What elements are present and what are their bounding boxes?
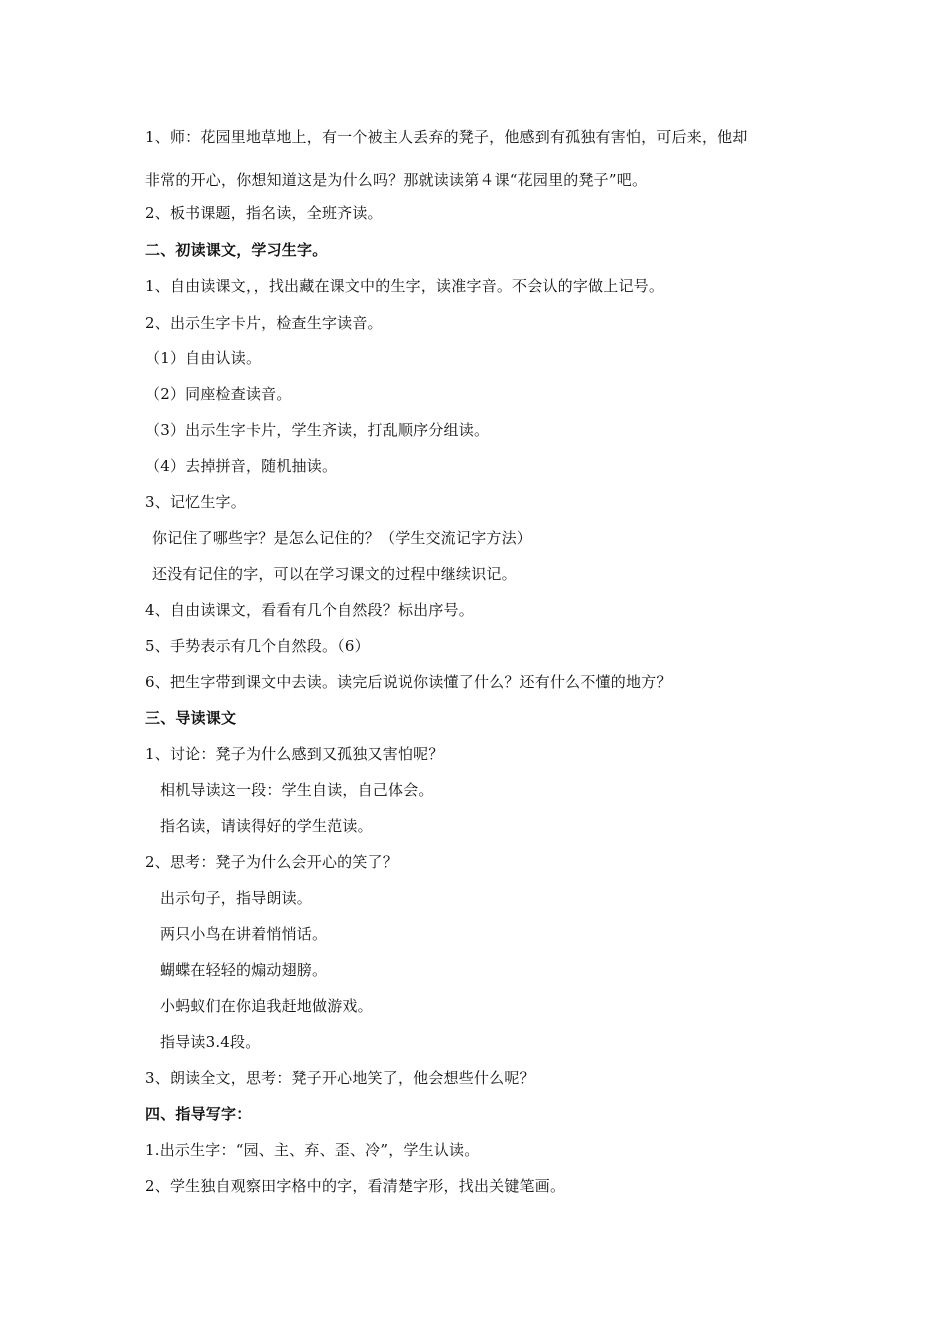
text-line: 4、自由读课文，看看有几个自然段？标出序号。 [145,601,474,619]
text-line: 2、板书课题，指名读，全班齐读。 [145,204,383,222]
text-line: 还没有记住的字，可以在学习课文的过程中继续识记。 [152,565,517,583]
section-heading: 三、导读课文 [145,709,237,727]
text-line: 1、讨论：凳子为什么感到又孤独又害怕呢？ [145,745,444,763]
text-line: 2、出示生字卡片，检查生字读音。 [145,314,383,332]
text-line: （2）同座检查读音。 [145,385,292,403]
text-line: 2、思考：凳子为什么会开心的笑了？ [145,853,398,871]
text-line: 两只小鸟在讲着悄悄话。 [160,925,328,943]
text-line: 蝴蝶在轻轻的煽动翅膀。 [160,961,328,979]
text-line: 出示句子，指导朗读。 [160,889,313,907]
section-heading: 四、指导写字： [145,1105,252,1123]
text-line: 指名读，请读得好的学生范读。 [160,817,373,835]
text-line: 3、朗读全文，思考：凳子开心地笑了，他会想些什么呢？ [145,1069,535,1087]
text-line: 2、学生独自观察田字格中的字，看清楚字形，找出关键笔画。 [145,1177,566,1195]
text-line: 5、手势表示有几个自然段。（6） [145,637,370,655]
text-line: 1、自由读课文，，找出藏在课文中的生字，读准字音。不会认的字做上记号。 [145,277,665,295]
text-line: 指导读3.4段。 [160,1033,261,1051]
text-line: 小蚂蚁们在你追我赶地做游戏。 [160,997,373,1015]
text-line: 6、把生字带到课文中去读。读完后说说你读懂了什么？还有什么不懂的地方？ [145,673,672,691]
text-line: （4）去掉拼音，随机抽读。 [145,457,338,475]
text-line: 3、记忆生字。 [145,493,246,511]
section-heading: 二、初读课文，学习生字。 [145,241,328,259]
text-line: 你记住了哪些字？是怎么记住的？（学生交流记字方法） [152,529,533,547]
text-line: （1）自由认读。 [145,349,262,367]
text-line: （3）出示生字卡片，学生齐读，打乱顺序分组读。 [145,421,490,439]
text-line: 非常的开心，你想知道这是为什么吗？那就读读第４课“花园里的凳子”吧。 [145,171,648,189]
text-line: 相机导读这一段：学生自读，自己体会。 [160,781,434,799]
text-line: 1、师：花园里地草地上，有一个被主人丢弃的凳子，他感到有孤独有害怕，可后来，他却 [145,128,748,146]
text-line: 1.出示生字：“园、主、弃、歪、冷”，学生认读。 [145,1141,480,1159]
